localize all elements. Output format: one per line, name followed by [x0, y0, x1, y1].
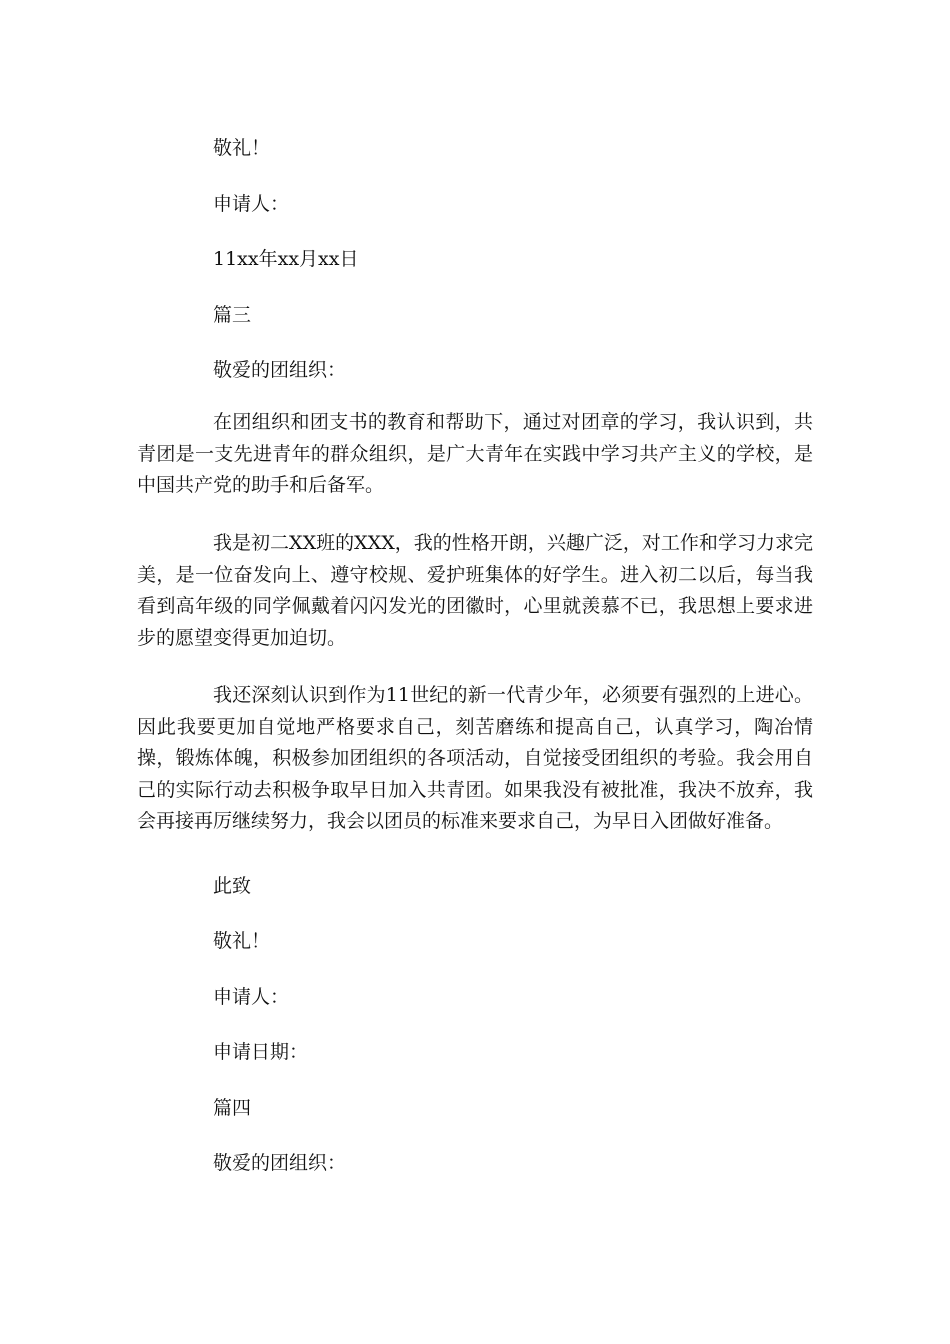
body-paragraph-3: 我还深刻认识到作为11世纪的新一代青少年，必须要有强烈的上进心。因此我要更加自觉地严格要求自己，刻苦磨练和提高自己，认真学习，陶冶情操，锻炼体魄，积极参加团组织的各项活动，自觉接受团组织的考验。我会用自己的实际行动去积极争取早日加入共青团。如果我没有被批准，我决不放弃，我会再接再厉继续努力，我会以团员的标准来要求自己，为早日入团做好准备。 [137, 684, 813, 832]
applicant-label-2: 申请人： [213, 986, 290, 1008]
date-line: 11xx年xx月xx日 [213, 248, 359, 270]
body-paragraph-2: 我是初二XX班的XXX，我的性格开朗，兴趣广泛，对工作和学习力求完美，是一位奋发向上、遵守校规、爱护班集体的好学生。进入初二以后，每当我看到高年级的同学佩戴着闪闪发光的团徽时，心里就羡慕不已，我思想上要求进步的愿望变得更加迫切。 [137, 532, 813, 649]
body-paragraph-1: 在团组织和团支书的教育和帮助下，通过对团章的学习，我认识到，共青团是一支先进青年的群众组织，是广大青年在实践中学习共产主义的学校，是中国共产党的助手和后备军。 [137, 411, 813, 496]
section-heading-3: 篇三 [213, 304, 252, 326]
closing-zhi: 此致 [213, 875, 252, 897]
closing-salute: 敬礼！ [213, 137, 271, 159]
section-heading-4: 篇四 [213, 1097, 252, 1119]
applicant-label: 申请人： [213, 193, 290, 215]
apply-date-label: 申请日期： [213, 1041, 309, 1063]
salutation: 敬爱的团组织： [213, 359, 347, 381]
closing-salute-2: 敬礼！ [213, 930, 271, 952]
salutation-2: 敬爱的团组织： [213, 1152, 347, 1174]
